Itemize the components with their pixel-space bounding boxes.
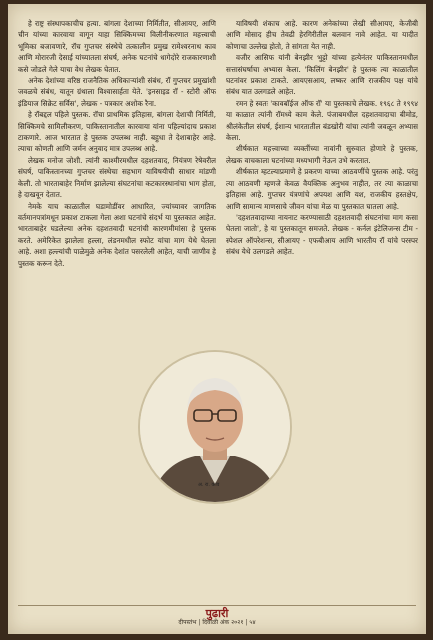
photo-caption: अ. रा. काव (198, 482, 220, 488)
portrait-illustration (140, 352, 290, 502)
issue-info: दीपस्तंभ | दिवाळी अंक २०२१ | ५४ (178, 619, 256, 626)
page-footer (8, 608, 426, 628)
paragraph: हे राष्ट्र संस्थापकाचीच हत्या. बांगला देशाच्या निर्मितीत, सीआयए, आणि चीन यांच्या कारवाया वागून याहा सिक्किमच्या विलीनीकरणात महत्त्वाची भूमिका बजावणारे, रॉच गुप्तचर संस्थेचे तत्कालीन प्रमुख रामेश्वरनाथ काव आणि मोरारजी देसाई यांच्यातला संघर्ष, अनेक घटनांचे धागेदोरे राजकारणाशी कसे जोडले गेले याचा वेध लेखक घेतात. (18, 19, 216, 74)
footer-divider (18, 605, 416, 606)
paragraph: 'दहशतवादाच्या नायनाट करण्यासाठी दहशतवादी संघटनांचा माग कसा घेतला जातो', हे या पुस्तकातून समजते. लेखक - कर्नल इंटेलिजन्स टीम - स्पेशल ऑपरेशन्स, सीआयए - एफबीआय आणि भारतीय रॉ यांचे परस्पर संबंध येथे उलगडले आहेत. (226, 212, 418, 257)
left-column (18, 18, 216, 614)
paragraph: हे रॉबद्दल पहिले पुस्तक. रॉचा प्राथमिक इतिहास, बांगला देशाची निर्मिती, सिक्किमचे सामिलीकरण, पाकिस्तानातील कारवाया यांना पहिल्यांदाच प्रकाश टाकणारे. आज भारतात हे पुस्तक उपलब्ध नाही. बहुधा ते देशाबाहेर आहे. त्याचा कोणती आणि जर्मन अनुवाद मात्र उपलब्ध आहे. (18, 110, 216, 154)
paragraph: शीर्षकात महत्त्वाच्या व्यक्तींच्या नावांनी सुरुवात होणारे हे पुस्तक, लेखक वाचकाला घटनांच्या मध्यभागी नेऊन उभे करतात. (226, 144, 418, 165)
publication-logo: पुढारी (205, 607, 229, 620)
paragraph: अनेक देशांच्या वरिष्ठ राजनैतिक अधिकाऱ्यांशी संबंध, रॉ गुप्तचर प्रमुखांशी जवळचे संबंध, यातून ग्रंथाला विश्वासार्हता येते. 'इनसाइड रॉ - स्टोरी ऑफ इंडियाज सिक्रेट सर्विस', लेखक - पत्रकार अशोक रैना. (18, 76, 216, 108)
author-portrait-photo (138, 350, 292, 504)
paragraph: लेखक मनोज जोशी. त्यांनी काश्मीरमधील दहशतवाद, नियंत्रण रेषेवरील संघर्ष, पाकिस्तानच्या गुप्तचर संस्थेचा सहभाग याविषयीची साधार मांडणी केली. तो भारताबाहेर निर्माण झालेल्या संघटनांचा कटकारस्थानांचा भाग होता, हे दाखवून देतात. (18, 155, 216, 200)
paragraph: नेमके याच काळातील घडामोडींवर आधारित, ज्यांच्यावर जागतिक वर्तमानपत्रांमधून प्रकाश टाकला गेला अशा घटनांचे संदर्भ या पुस्तकात आहेत. भारताबाहेर घडलेल्या अनेक दहशतवादी घटनांची कारणमीमांसा हे पुस्तक करते. अमेरिकेत झालेला हल्ला, लंडनमधील स्फोट यांचा माग येथे घेतला आहे. अशा हल्ल्यांची पाळेमुळे अनेक देशांत पसरलेली आहेत, याची जाणीव हे पुस्तक करून देते. (18, 201, 216, 268)
magazine-page (8, 4, 426, 634)
paragraph: रमन हे स्वतः 'कावबॉईज ऑफ रॉ' या पुस्तकाचे लेखक. १९६८ ते १९९४ या काळात त्यांनी रॉमध्ये काम केले. पंजाबमधील दहशतवादाचा बीमोड, श्रीलंकेतील संघर्ष, ईशान्य भारतातील बंडखोरी यांचा त्यांनी जवळून अभ्यास केला. (226, 98, 418, 143)
paragraph: शीर्षकात म्हटल्याप्रमाणे हे प्रकरण याच्या आठवणींचे पुस्तक आहे. परंतु त्या आठवणी म्हणजे केवळ वैयक्तिक अनुभव नाहीत, तर त्या काळाचा इतिहास आहे. गुप्तचर यंत्रणांचे अपयश आणि यश, राजकीय हस्तक्षेप, आणि सामान्य माणसाचे जीवन यांचा मेळ या पुस्तकात घातला आहे. (226, 167, 418, 211)
paragraph: याविषयी शंकाच आहे. कारण अनेकांच्या लेखी सीआयए, केजीबी आणि मोसाद हीच तेवढी हेरगिरीतील बलवान नावे आहेत. या यादीत कोणाचा उल्लेख होतो, ते सांगता येत नाही. (226, 19, 418, 51)
paragraph: वजीर आसिफ यांनी बेनझीर भुट्टो यांच्या हत्येनंतर पाकिस्तानमधील सत्तासंघर्षाचा अभ्यास केला. 'किलिंग बेनझीर' हे पुस्तक त्या काळातील घटनांवर प्रकाश टाकते. आयएसआय, लष्कर आणि राजकीय पक्ष यांचे संबंध यात उलगडले आहेत. (226, 53, 418, 97)
right-column (226, 18, 418, 614)
